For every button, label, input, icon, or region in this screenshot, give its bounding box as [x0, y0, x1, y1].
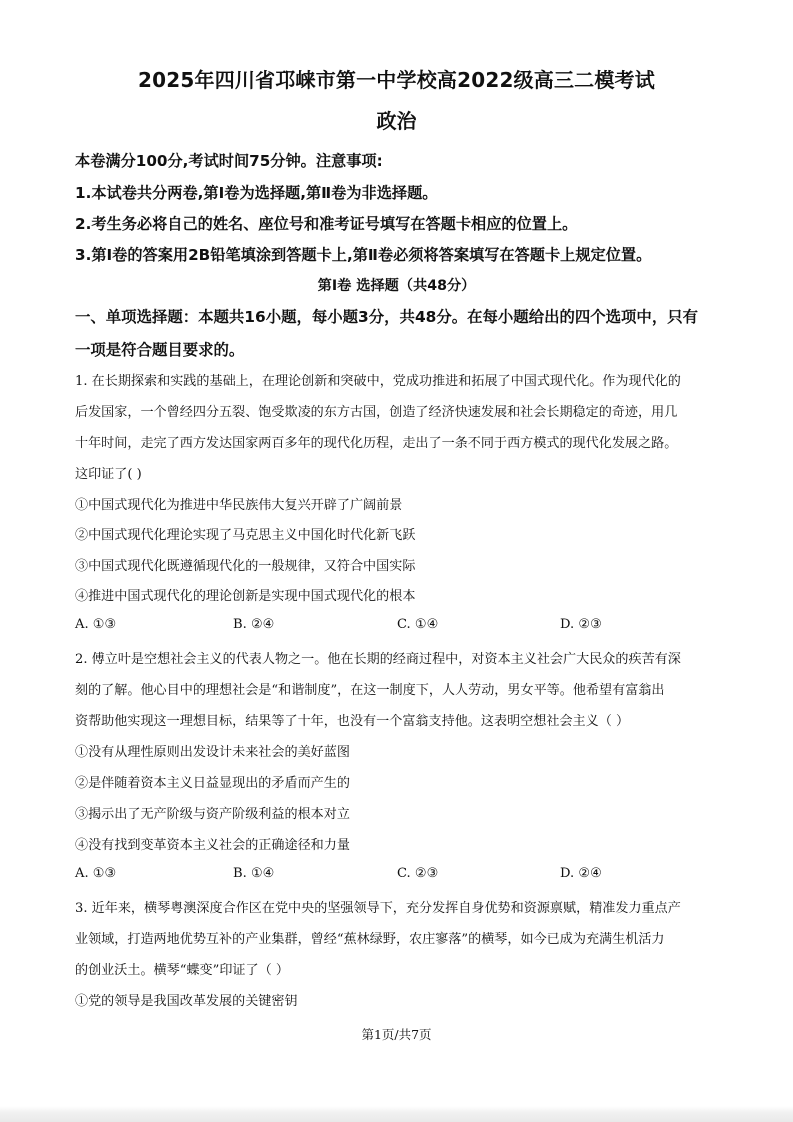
question-2-item-3: ③揭示出了无产阶级与资产阶级利益的根本对立: [75, 807, 350, 822]
exam-instruction-2: 2.考生务必将自己的姓名、座位号和准考证号填写在答题卡相应的位置上。: [75, 215, 578, 233]
question-2-item-4: ④没有找到变革资本主义社会的正确途径和力量: [75, 838, 350, 853]
question-1-stem-line-1: 1. 在长期探索和实践的基础上，在理论创新和突破中，党成功推进和拓展了中国式现代化。作为现代化的: [75, 374, 681, 389]
question-2-choice-a: A. ①③: [75, 866, 117, 881]
question-3-item-1: ①党的领导是我国改革发展的关键密钥: [75, 994, 298, 1009]
question-2-stem-line-1: 2. 傅立叶是空想社会主义的代表人物之一。他在长期的经商过程中，对资本主义社会广大民众的疾苦有深: [75, 652, 681, 667]
question-2-choice-d: D. ②④: [560, 866, 602, 881]
part-one-instruction-line-1: 一、单项选择题：本题共16小题，每小题3分，共48分。在每小题给出的四个选项中，只有: [75, 308, 698, 326]
question-2-item-2: ②是伴随着资本主义日益显现出的矛盾而产生的: [75, 776, 350, 791]
question-2-stem-line-3: 资帮助他实现这一理想目标，结果等了十年，也没有一个富翁支持他。这表明空想社会主义（ ）: [75, 714, 630, 729]
exam-instruction-1: 1.本试卷共分两卷,第Ⅰ卷为选择题,第Ⅱ卷为非选择题。: [75, 184, 438, 202]
question-1-item-4: ④推进中国式现代化的理论创新是实现中国式现代化的根本: [75, 589, 416, 604]
question-2-choice-c: C. ②③: [397, 866, 439, 881]
question-1-choice-d: D. ②③: [560, 617, 602, 632]
question-1-choice-b: B. ②④: [233, 617, 275, 632]
question-2-item-1: ①没有从理性原则出发设计未来社会的美好蓝图: [75, 745, 350, 760]
question-1-item-1: ①中国式现代化为推进中华民族伟大复兴开辟了广阔前景: [75, 498, 403, 513]
question-1-choice-c: C. ①④: [397, 617, 439, 632]
subject-title: 政治: [376, 109, 417, 133]
exam-instructions-intro: 本卷满分100分,考试时间75分钟。注意事项:: [75, 152, 383, 170]
question-2-stem-line-2: 刻的了解。他心目中的理想社会是“和谐制度”，在这一制度下，人人劳动，男女平等。他希望有富翁出: [75, 683, 665, 698]
question-1-stem-line-2: 后发国家，一个曾经四分五裂、饱受欺凌的东方古国，创造了经济快速发展和社会长期稳定的奇迹，用几: [75, 405, 678, 420]
question-1-item-3: ③中国式现代化既遵循现代化的一般规律，又符合中国实际: [75, 559, 416, 574]
question-1-choice-a: A. ①③: [75, 617, 117, 632]
exam-title: 2025年四川省邛崃市第一中学校高2022级高三二模考试: [138, 68, 655, 92]
page-bottom-edge: [0, 1106, 793, 1122]
question-1-stem-line-3: 十年时间，走完了西方发达国家两百多年的现代化历程，走出了一条不同于西方模式的现代化发展之路。: [75, 436, 678, 451]
question-1-item-2: ②中国式现代化理论实现了马克思主义中国化时代化新飞跃: [75, 528, 416, 543]
question-1-stem-line-4: 这印证了( ): [75, 467, 142, 482]
question-3-stem-line-3: 的创业沃土。横琴“蝶变”印证了（ ）: [75, 963, 289, 978]
question-3-stem-line-1: 3. 近年来，横琴粤澳深度合作区在党中央的坚强领导下，充分发挥自身优势和资源禀赋，精准发力重点产: [75, 901, 681, 916]
page-footer: 第1页/共7页: [361, 1027, 432, 1042]
question-3-stem-line-2: 业领域，打造两地优势互补的产业集群，曾经“蕉林绿野，农庄寥落”的横琴，如今已成为充满生机活力: [75, 932, 665, 947]
exam-instruction-3: 3.第Ⅰ卷的答案用2B铅笔填涂到答题卡上,第Ⅱ卷必须将答案填写在答题卡上规定位置。: [75, 246, 652, 264]
part-one-instruction-line-2: 一项是符合题目要求的。: [75, 341, 245, 359]
section-title: 第Ⅰ卷 选择题（共48分）: [317, 278, 476, 294]
question-2-choice-b: B. ①④: [233, 866, 275, 881]
